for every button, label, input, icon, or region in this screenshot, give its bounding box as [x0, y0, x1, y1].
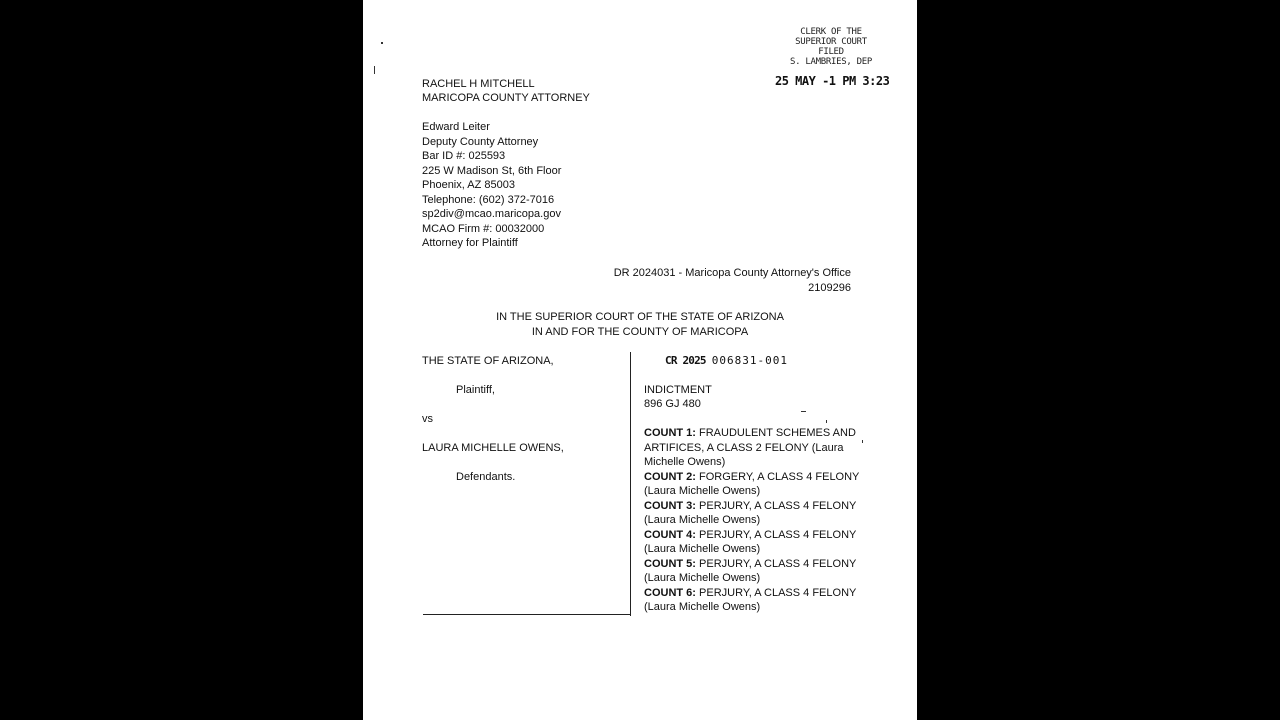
- county-attorney-title: MARICOPA COUNTY ATTORNEY: [422, 92, 590, 104]
- count-label: COUNT 5:: [644, 557, 696, 570]
- count-charge: PERJURY, A CLASS 4 FELONY: [699, 528, 857, 541]
- count-1: [644, 426, 859, 441]
- bar-id: Bar ID #: 025593: [422, 150, 506, 162]
- versus-label: vs: [422, 413, 433, 425]
- document-page: [363, 0, 917, 720]
- city-state-zip: Phoenix, AZ 85003: [422, 179, 515, 191]
- plaintiff-name: THE STATE OF ARIZONA,: [422, 355, 554, 367]
- court-heading-line2: IN AND FOR THE COUNTY OF MARICOPA: [531, 326, 749, 338]
- defendant-name: LAURA MICHELLE OWENS,: [422, 442, 564, 454]
- case-number-digits: 006831-001: [711, 354, 788, 367]
- grand-jury-number: 896 GJ 480: [644, 398, 701, 410]
- count-charge: FORGERY, A CLASS 4 FELONY: [699, 470, 860, 483]
- count-charge: FRAUDULENT SCHEMES AND: [699, 427, 856, 439]
- count-3-defendant: (Laura Michelle Owens): [644, 514, 761, 526]
- deputy-name: Edward Leiter: [422, 121, 490, 133]
- stamp-court-line: SUPERIOR COURT: [795, 37, 867, 47]
- count-label: COUNT 4:: [644, 528, 696, 541]
- count-6: [644, 586, 859, 601]
- scan-speck: [826, 420, 827, 423]
- caption-divider-horizontal: [423, 614, 631, 615]
- deputy-title: Deputy County Attorney: [422, 135, 539, 148]
- count-4: [644, 528, 859, 543]
- count-label: COUNT 1:: [644, 427, 696, 439]
- scan-speck: [801, 411, 806, 412]
- count-6-defendant: (Laura Michelle Owens): [644, 601, 761, 613]
- count-charge: PERJURY, A CLASS 4 FELONY: [699, 586, 857, 599]
- court-heading-line1: IN THE SUPERIOR COURT OF THE STATE OF ARIZONA: [496, 311, 784, 323]
- clerk-filed-stamp: [781, 27, 881, 67]
- dr-reference-line: DR 2024031 - Maricopa County Attorney's Office: [613, 267, 851, 279]
- count-5-defendant: (Laura Michelle Owens): [644, 572, 761, 584]
- counts-list: [644, 426, 859, 615]
- count-label: COUNT 3:: [644, 499, 696, 512]
- defendant-role: Defendants.: [456, 471, 516, 483]
- count-4-defendant: (Laura Michelle Owens): [644, 543, 761, 555]
- attorney-for-plaintiff: Attorney for Plaintiff: [422, 237, 518, 249]
- scan-speck: [862, 440, 863, 443]
- count-charge: PERJURY, A CLASS 4 FELONY: [699, 557, 857, 570]
- county-attorney-name: RACHEL H MITCHELL: [422, 78, 535, 90]
- count-2-defendant: (Laura Michelle Owens): [644, 485, 761, 497]
- count-charge: PERJURY, A CLASS 4 FELONY: [699, 499, 857, 512]
- plaintiff-role: Plaintiff,: [456, 384, 495, 396]
- telephone: Telephone: (602) 372-7016: [422, 193, 555, 206]
- count-5: [644, 557, 859, 572]
- document-type: INDICTMENT: [644, 384, 712, 396]
- caption-divider-vertical: [630, 352, 631, 616]
- count-2: [644, 470, 859, 485]
- count-label: COUNT 6:: [644, 586, 696, 599]
- street-address: 225 W Madison St, 6th Floor: [422, 164, 562, 177]
- firm-number: MCAO Firm #: 00032000: [422, 222, 545, 235]
- case-number-prefix: CR 2025: [665, 354, 706, 367]
- count-label: COUNT 2:: [644, 470, 696, 483]
- stamp-clerk-line: CLERK OF THE: [800, 27, 862, 37]
- attorney-contact-block: [422, 120, 561, 251]
- reference-number: 2109296: [808, 282, 851, 294]
- scan-speck: [374, 66, 375, 74]
- filing-date-stamp: 25 MAY -1 PM 3:23: [775, 74, 890, 88]
- count-1-line3: Michelle Owens): [644, 456, 726, 468]
- stamp-deputy-line: S. LAMBRIES, DEP: [790, 57, 872, 67]
- stamp-filed-line: FILED: [818, 47, 844, 57]
- scan-speck: [381, 42, 383, 44]
- count-3: [644, 499, 859, 514]
- count-1-line2: ARTIFICES, A CLASS 2 FELONY (Laura: [644, 441, 844, 454]
- case-number: [665, 354, 788, 367]
- email-address: sp2div@mcao.maricopa.gov: [422, 208, 561, 220]
